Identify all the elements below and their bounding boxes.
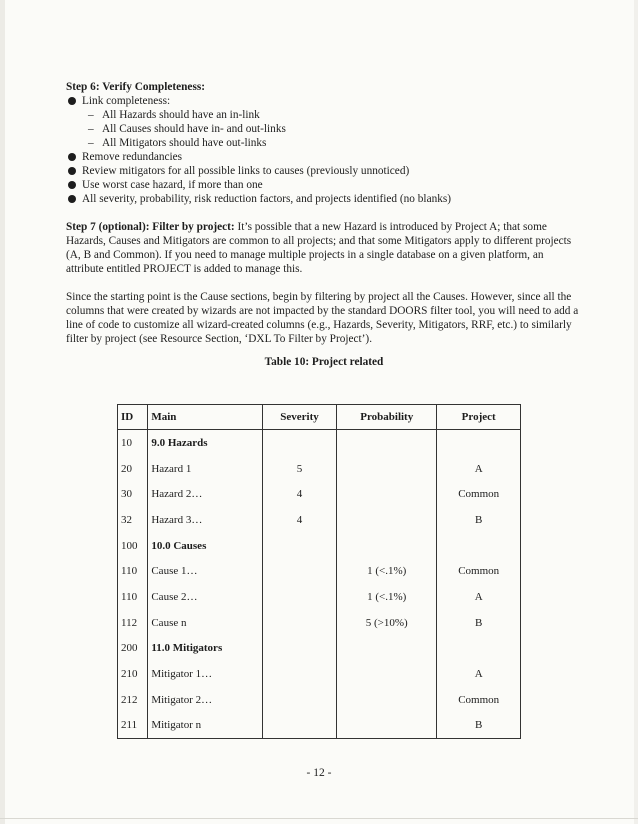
step7-heading: Step 7 (optional): Filter by project: <box>66 221 235 233</box>
table-row <box>118 533 521 559</box>
cell-probability <box>337 456 437 482</box>
table-row <box>118 558 521 584</box>
page-content <box>66 80 582 369</box>
cell-main: Cause 1… <box>148 558 263 584</box>
cell-probability <box>337 430 437 456</box>
cell-main: 11.0 Mitigators <box>148 636 263 662</box>
sub-item-text: All Causes should have in- and out-links <box>102 123 286 135</box>
cell-id: 112 <box>118 610 148 636</box>
scan-edge-left <box>0 0 5 824</box>
cell-project: B <box>437 507 521 533</box>
cell-main: 9.0 Hazards <box>148 430 263 456</box>
bullet-item <box>66 164 582 178</box>
table-header-row <box>118 405 521 430</box>
cell-id: 210 <box>118 661 148 687</box>
cell-probability: 5 (>10%) <box>337 610 437 636</box>
cell-project <box>437 636 521 662</box>
cell-main: 10.0 Causes <box>148 533 263 559</box>
cell-project: A <box>437 456 521 482</box>
step7-text: It’s possible that a new Hazard is introduced by Project A; that some Hazards, Causes and Mitigators are common to all projects; and that some Mitigators apply to different projects (A, B and Common). If you need to manage multiple projects in a single database on a given platform, an attribute entitled PROJECT is added to manage this. <box>66 221 572 275</box>
sub-item-text: All Mitigators should have out-links <box>102 137 267 149</box>
bullet-text: Remove redundancies <box>82 151 183 163</box>
cell-id: 110 <box>118 558 148 584</box>
cell-main: Mitigator 1… <box>148 661 263 687</box>
bullet-item <box>66 178 582 192</box>
cell-severity <box>262 687 336 713</box>
bullet-text: Review mitigators for all possible links to causes (previously unnoticed) <box>82 165 410 177</box>
cell-id: 200 <box>118 636 148 662</box>
cell-probability <box>337 636 437 662</box>
table-row <box>118 456 521 482</box>
cell-id: 10 <box>118 430 148 456</box>
dash-icon: – <box>88 123 94 135</box>
cell-project <box>437 430 521 456</box>
cell-probability <box>337 687 437 713</box>
header-id: ID <box>118 405 148 430</box>
table-row <box>118 507 521 533</box>
table-row <box>118 481 521 507</box>
cell-severity <box>262 584 336 610</box>
cell-id: 212 <box>118 687 148 713</box>
cell-severity <box>262 661 336 687</box>
table-row <box>118 687 521 713</box>
cell-project: B <box>437 610 521 636</box>
page-number: - 12 - <box>306 767 332 779</box>
table-row <box>118 713 521 739</box>
table-row <box>118 661 521 687</box>
cell-id: 32 <box>118 507 148 533</box>
cell-project: A <box>437 584 521 610</box>
step6-bullet-list <box>66 94 582 206</box>
cell-probability: 1 (<.1%) <box>337 558 437 584</box>
cell-main: Hazard 2… <box>148 481 263 507</box>
bullet-dot-icon <box>68 181 76 189</box>
cell-severity <box>262 610 336 636</box>
cell-id: 30 <box>118 481 148 507</box>
project-table <box>117 404 521 739</box>
cell-project: B <box>437 713 521 739</box>
cell-id: 211 <box>118 713 148 739</box>
sub-item <box>88 122 582 136</box>
dash-icon: – <box>88 109 94 121</box>
cell-probability <box>337 713 437 739</box>
step7-paragraph-2: Since the starting point is the Cause sections, begin by filtering by project all the Causes. However, since all the columns that were created by wizards are not impacted by the standard DOORS filter tool, you will need to add a line of code to customize all wizard-created columns (e.g., Hazards, Severity, Mitigators, RRF, etc.) to similarly filter by project (see Resource Section, ‘DXL To Filter by Project’). <box>66 291 579 345</box>
header-severity: Severity <box>262 405 336 430</box>
cell-project: Common <box>437 687 521 713</box>
cell-project: Common <box>437 558 521 584</box>
cell-project: A <box>437 661 521 687</box>
cell-severity <box>262 430 336 456</box>
cell-main: Hazard 1 <box>148 456 263 482</box>
cell-probability <box>337 533 437 559</box>
bullet-text: All severity, probability, risk reduction factors, and projects identified (no blanks) <box>82 193 452 205</box>
bullet-text: Use worst case hazard, if more than one <box>82 179 263 191</box>
cell-probability <box>337 661 437 687</box>
table-title: Table 10: Project related <box>264 356 384 368</box>
bullet-text: Link completeness: <box>82 95 171 107</box>
header-main: Main <box>148 405 263 430</box>
table-row <box>118 430 521 456</box>
bullet-dot-icon <box>68 97 76 105</box>
sub-item <box>88 108 582 122</box>
cell-main: Cause n <box>148 610 263 636</box>
cell-main: Hazard 3… <box>148 507 263 533</box>
scan-edge-bottom <box>0 818 638 819</box>
sub-item <box>88 136 582 150</box>
cell-main: Mitigator 2… <box>148 687 263 713</box>
cell-severity <box>262 713 336 739</box>
header-probability: Probability <box>337 405 437 430</box>
table-row <box>118 584 521 610</box>
cell-probability <box>337 507 437 533</box>
bullet-dot-icon <box>68 167 76 175</box>
cell-severity: 4 <box>262 481 336 507</box>
cell-probability <box>337 481 437 507</box>
bullet-item <box>66 192 582 206</box>
bullet-dot-icon <box>68 153 76 161</box>
dash-icon: – <box>88 137 94 149</box>
bullet-link-completeness <box>66 94 582 150</box>
bullet-item <box>66 150 582 164</box>
sub-list <box>82 108 582 150</box>
bullet-dot-icon <box>68 195 76 203</box>
table-row <box>118 636 521 662</box>
cell-project: Common <box>437 481 521 507</box>
table-body <box>118 430 521 739</box>
cell-severity: 4 <box>262 507 336 533</box>
cell-severity <box>262 533 336 559</box>
header-project: Project <box>437 405 521 430</box>
step6-heading: Step 6: Verify Completeness: <box>66 81 205 93</box>
sub-item-text: All Hazards should have an in-link <box>102 109 260 121</box>
cell-id: 20 <box>118 456 148 482</box>
cell-id: 100 <box>118 533 148 559</box>
cell-severity <box>262 558 336 584</box>
cell-main: Mitigator n <box>148 713 263 739</box>
cell-severity <box>262 636 336 662</box>
cell-severity: 5 <box>262 456 336 482</box>
cell-id: 110 <box>118 584 148 610</box>
table-row <box>118 610 521 636</box>
cell-project <box>437 533 521 559</box>
scan-edge-right <box>634 0 638 824</box>
cell-probability: 1 (<.1%) <box>337 584 437 610</box>
step7-paragraph <box>66 220 582 276</box>
cell-main: Cause 2… <box>148 584 263 610</box>
